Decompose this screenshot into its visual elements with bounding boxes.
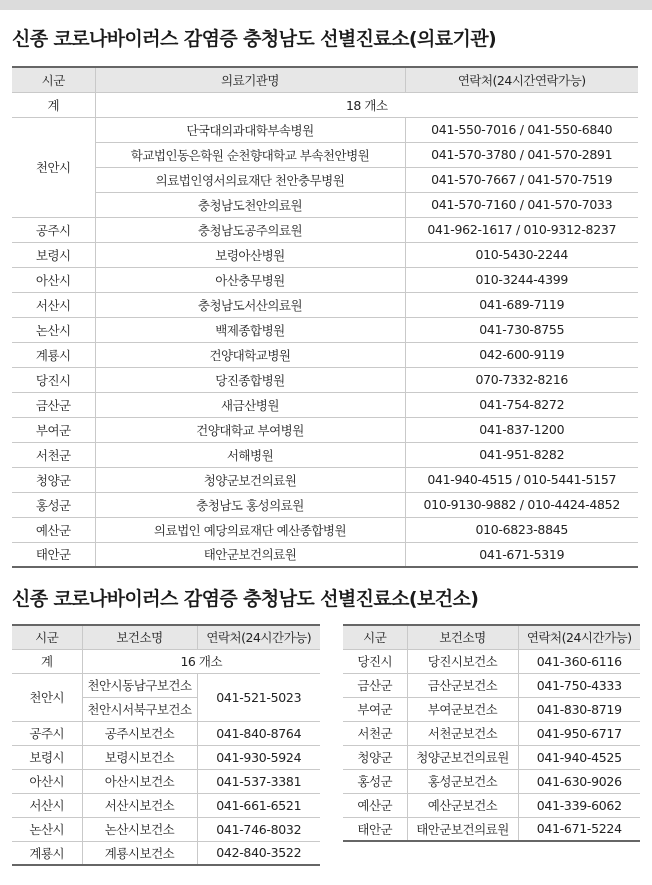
city-cell: 서산시 — [12, 292, 95, 317]
table-row — [343, 649, 640, 673]
table-row — [12, 517, 638, 542]
health-center-name: 금산군보건소 — [407, 673, 518, 697]
table-row — [12, 841, 320, 865]
table-row — [12, 673, 320, 697]
hospital-name: 충청남도서산의료원 — [95, 292, 405, 317]
total-label: 계 — [12, 649, 82, 673]
header-name: 의료기관명 — [95, 67, 405, 92]
contact-phone: 010-6823-8845 — [405, 517, 638, 542]
contact-phone: 010-9130-9882 / 010-4424-4852 — [405, 492, 638, 517]
health-center-name: 부여군보건소 — [407, 697, 518, 721]
city-cell: 계룡시 — [12, 342, 95, 367]
city-cell: 태안군 — [12, 542, 95, 567]
contact-phone: 041-521-5023 — [197, 673, 320, 721]
health-center-name: 당진시보건소 — [407, 649, 518, 673]
city-cell: 아산시 — [12, 769, 82, 793]
hospital-name: 아산충무병원 — [95, 267, 405, 292]
city-cell: 청양군 — [343, 745, 407, 769]
table-row — [343, 721, 640, 745]
contact-phone: 041-570-7160 / 041-570-7033 — [405, 192, 638, 217]
city-cell: 계룡시 — [12, 841, 82, 865]
contact-phone: 041-951-8282 — [405, 442, 638, 467]
city-cell: 청양군 — [12, 467, 95, 492]
header-city: 시군 — [343, 625, 407, 649]
contact-phone: 041-630-9026 — [518, 769, 640, 793]
city-cell: 홍성군 — [12, 492, 95, 517]
total-label: 계 — [12, 92, 95, 117]
table-row — [12, 492, 638, 517]
contact-phone: 041-837-1200 — [405, 417, 638, 442]
header-name: 보건소명 — [407, 625, 518, 649]
contact-phone: 041-962-1617 / 010-9312-8237 — [405, 217, 638, 242]
contact-phone: 041-950-6717 — [518, 721, 640, 745]
table-row — [12, 342, 638, 367]
health-center-name: 공주시보건소 — [82, 721, 197, 745]
health-center-name: 서천군보건소 — [407, 721, 518, 745]
contact-phone: 041-537-3381 — [197, 769, 320, 793]
city-cell: 천안시 — [12, 117, 95, 217]
table-row — [12, 721, 320, 745]
contact-phone: 041-360-6116 — [518, 649, 640, 673]
contact-phone: 041-750-4333 — [518, 673, 640, 697]
city-cell: 예산군 — [12, 517, 95, 542]
table-row — [12, 769, 320, 793]
hospital-name: 단국대의과대학부속병원 — [95, 117, 405, 142]
table-row — [12, 242, 638, 267]
health-center-name: 태안군보건의료원 — [407, 817, 518, 841]
table-row — [343, 769, 640, 793]
contact-phone: 041-671-5224 — [518, 817, 640, 841]
table-header-row — [343, 625, 640, 649]
health-center-name: 서산시보건소 — [82, 793, 197, 817]
contact-phone: 041-339-6062 — [518, 793, 640, 817]
table-row — [12, 745, 320, 769]
table-row — [343, 673, 640, 697]
table-header-row — [12, 625, 320, 649]
health-center-name: 아산시보건소 — [82, 769, 197, 793]
table-row — [12, 217, 638, 242]
contact-phone: 041-661-6521 — [197, 793, 320, 817]
table-row — [12, 442, 638, 467]
table-row — [343, 745, 640, 769]
city-cell: 서산시 — [12, 793, 82, 817]
header-name: 보건소명 — [82, 625, 197, 649]
city-cell: 홍성군 — [343, 769, 407, 793]
contact-phone: 041-754-8272 — [405, 392, 638, 417]
hospital-name: 백제종합병원 — [95, 317, 405, 342]
health-center-name: 천안시서북구보건소 — [82, 697, 197, 721]
city-cell: 부여군 — [343, 697, 407, 721]
city-cell: 공주시 — [12, 721, 82, 745]
city-cell: 부여군 — [12, 417, 95, 442]
hospital-name: 충청남도공주의료원 — [95, 217, 405, 242]
table-row — [12, 467, 638, 492]
header-contact: 연락처(24시간가능) — [197, 625, 320, 649]
health-center-name: 논산시보건소 — [82, 817, 197, 841]
hospital-name: 의료법인영서의료재단 천안충무병원 — [95, 167, 405, 192]
total-row — [12, 92, 638, 117]
contact-phone: 041-840-8764 — [197, 721, 320, 745]
city-cell: 서천군 — [12, 442, 95, 467]
city-cell: 아산시 — [12, 267, 95, 292]
table-row — [12, 192, 638, 217]
city-cell: 당진시 — [12, 367, 95, 392]
hospital-section-title: 신종 코로나바이러스 감염증 충청남도 선별진료소(의료기관) — [12, 28, 497, 50]
table-row — [12, 417, 638, 442]
contact-phone: 041-671-5319 — [405, 542, 638, 567]
hospital-name: 새금산병원 — [95, 392, 405, 417]
table-row — [12, 117, 638, 142]
health-center-section-title: 신종 코로나바이러스 감염증 충청남도 선별진료소(보건소) — [12, 588, 479, 610]
table-row — [12, 793, 320, 817]
contact-phone: 041-930-5924 — [197, 745, 320, 769]
header-contact: 연락처(24시간연락가능) — [405, 67, 638, 92]
contact-phone: 041-689-7119 — [405, 292, 638, 317]
city-cell: 논산시 — [12, 317, 95, 342]
hospital-name: 보령아산병원 — [95, 242, 405, 267]
total-row — [12, 649, 320, 673]
contact-phone: 041-940-4515 / 010-5441-5157 — [405, 467, 638, 492]
health-center-name: 보령시보건소 — [82, 745, 197, 769]
table-row — [12, 367, 638, 392]
city-cell: 공주시 — [12, 217, 95, 242]
hospital-name: 충청남도천안의료원 — [95, 192, 405, 217]
top-decor-bar — [0, 0, 652, 10]
table-row — [12, 167, 638, 192]
contact-phone: 042-600-9119 — [405, 342, 638, 367]
contact-phone: 041-940-4525 — [518, 745, 640, 769]
table-row — [12, 317, 638, 342]
table-row — [12, 392, 638, 417]
health-center-table-right — [343, 624, 640, 842]
total-value: 18 개소 — [95, 92, 638, 117]
table-row — [12, 142, 638, 167]
hospital-name: 당진종합병원 — [95, 367, 405, 392]
hospital-name: 서해병원 — [95, 442, 405, 467]
health-center-name: 예산군보건소 — [407, 793, 518, 817]
health-center-name: 계룡시보건소 — [82, 841, 197, 865]
contact-phone: 070-7332-8216 — [405, 367, 638, 392]
table-row — [12, 817, 320, 841]
contact-phone: 010-3244-4399 — [405, 267, 638, 292]
health-center-table-left — [12, 624, 320, 866]
hospital-name: 충청남도 홍성의료원 — [95, 492, 405, 517]
contact-phone: 041-570-7667 / 041-570-7519 — [405, 167, 638, 192]
total-value: 16 개소 — [82, 649, 320, 673]
table-row — [12, 542, 638, 567]
table-row — [12, 267, 638, 292]
hospital-name: 학교법인동은학원 순천향대학교 부속천안병원 — [95, 142, 405, 167]
health-center-name: 홍성군보건소 — [407, 769, 518, 793]
city-cell: 태안군 — [343, 817, 407, 841]
header-city: 시군 — [12, 625, 82, 649]
city-cell: 금산군 — [12, 392, 95, 417]
city-cell: 천안시 — [12, 673, 82, 721]
table-row — [343, 697, 640, 721]
header-city: 시군 — [12, 67, 95, 92]
hospital-name: 의료법인 예당의료재단 예산종합병원 — [95, 517, 405, 542]
contact-phone: 041-746-8032 — [197, 817, 320, 841]
table-row — [343, 793, 640, 817]
contact-phone: 042-840-3522 — [197, 841, 320, 865]
contact-phone: 041-570-3780 / 041-570-2891 — [405, 142, 638, 167]
contact-phone: 041-550-7016 / 041-550-6840 — [405, 117, 638, 142]
hospital-name: 건양대학교 부여병원 — [95, 417, 405, 442]
health-center-name: 청양군보건의료원 — [407, 745, 518, 769]
city-cell: 보령시 — [12, 745, 82, 769]
hospital-name: 청양군보건의료원 — [95, 467, 405, 492]
city-cell: 예산군 — [343, 793, 407, 817]
table-row — [343, 817, 640, 841]
hospital-name: 건양대학교병원 — [95, 342, 405, 367]
contact-phone: 041-830-8719 — [518, 697, 640, 721]
contact-phone: 010-5430-2244 — [405, 242, 638, 267]
city-cell: 보령시 — [12, 242, 95, 267]
city-cell: 논산시 — [12, 817, 82, 841]
hospital-table — [12, 66, 638, 568]
header-contact: 연락처(24시간가능) — [518, 625, 640, 649]
hospital-name: 태안군보건의료원 — [95, 542, 405, 567]
contact-phone: 041-730-8755 — [405, 317, 638, 342]
health-center-name: 천안시동남구보건소 — [82, 673, 197, 697]
table-row — [12, 292, 638, 317]
city-cell: 금산군 — [343, 673, 407, 697]
city-cell: 서천군 — [343, 721, 407, 745]
table-header-row — [12, 67, 638, 92]
city-cell: 당진시 — [343, 649, 407, 673]
